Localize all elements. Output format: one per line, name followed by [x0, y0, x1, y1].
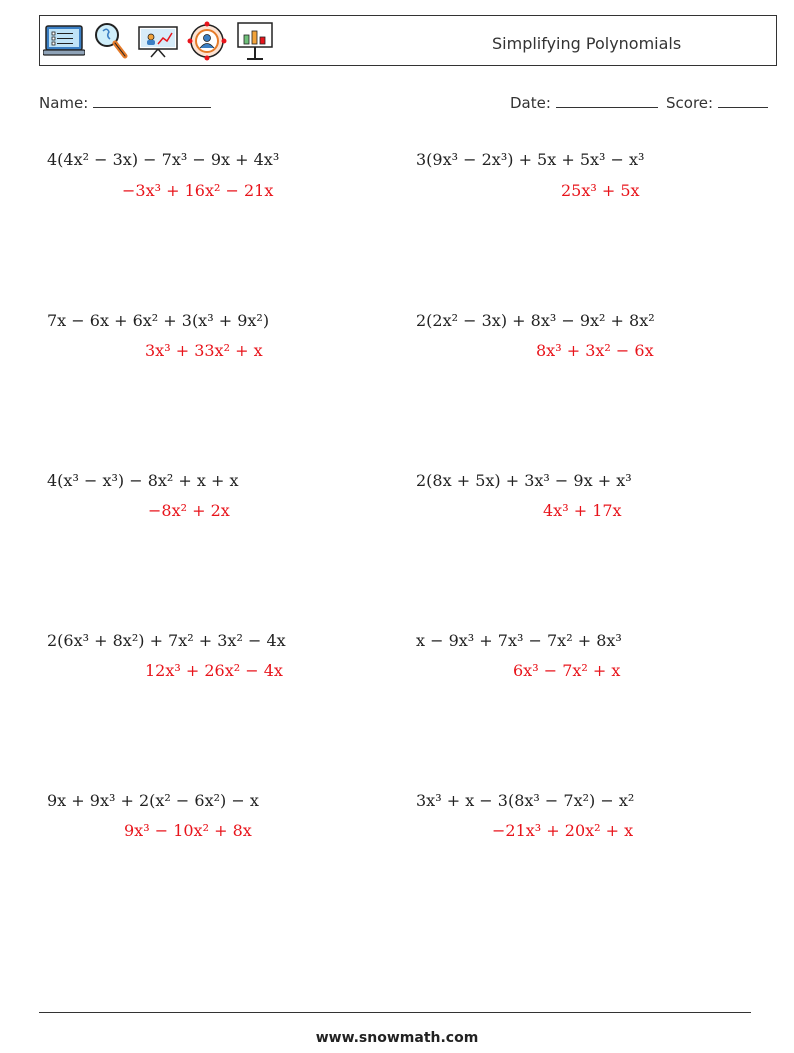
- date-label: Date:: [510, 94, 551, 112]
- header-icons: [43, 20, 275, 62]
- magnifier-icon: [93, 21, 129, 61]
- problem-question: 4(4x² − 3x) − 7x³ − 9x + 4x³: [47, 150, 280, 169]
- problem-answer: 4x³ + 17x: [543, 501, 622, 520]
- problem-answer: −8x² + 2x: [148, 501, 230, 520]
- score-blank[interactable]: [718, 93, 768, 108]
- problem-question: x − 9x³ + 7x³ − 7x² + 8x³: [416, 631, 622, 650]
- worksheet-title: Simplifying Polynomials: [492, 34, 682, 53]
- problem-question: 2(8x + 5x) + 3x³ − 9x + x³: [416, 471, 632, 490]
- problem-answer: 3x³ + 33x² + x: [145, 341, 263, 360]
- problem-answer: 12x³ + 26x² − 4x: [145, 661, 283, 680]
- problem-question: 3(9x³ − 2x³) + 5x + 5x³ − x³: [416, 150, 645, 169]
- problem-question: 9x + 9x³ + 2(x² − 6x²) − x: [47, 791, 259, 810]
- problem-question: 7x − 6x + 6x² + 3(x³ + 9x²): [47, 311, 270, 330]
- problem-question: 4(x³ − x³) − 8x² + x + x: [47, 471, 239, 490]
- problem-answer: −21x³ + 20x² + x: [492, 821, 634, 840]
- footer-url[interactable]: www.snowmath.com: [315, 1030, 479, 1046]
- date-field: [510, 93, 658, 112]
- name-label: Name:: [39, 94, 89, 112]
- problem-answer: 25x³ + 5x: [561, 181, 640, 200]
- problem-answer: 8x³ + 3x² − 6x: [536, 341, 654, 360]
- score-field: [666, 93, 768, 112]
- problem-question: 2(6x³ + 8x²) + 7x² + 3x² − 4x: [47, 631, 286, 650]
- problem-answer: −3x³ + 16x² − 21x: [122, 181, 274, 200]
- footer-divider: [39, 1012, 751, 1013]
- date-blank[interactable]: [556, 93, 658, 108]
- score-label: Score:: [666, 94, 714, 112]
- problem-question: 2(2x² − 3x) + 8x³ − 9x² + 8x²: [416, 311, 655, 330]
- checklist-laptop-icon: [43, 24, 85, 58]
- name-field: [39, 93, 211, 112]
- name-blank[interactable]: [93, 93, 211, 108]
- problem-answer: 9x³ − 10x² + 8x: [124, 821, 252, 840]
- target-user-icon: [187, 21, 227, 61]
- problem-answer: 6x³ − 7x² + x: [513, 661, 621, 680]
- presentation-board-icon: [137, 24, 179, 58]
- problem-question: 3x³ + x − 3(8x³ − 7x²) − x²: [416, 791, 635, 810]
- easel-chart-icon: [235, 20, 275, 62]
- worksheet-header: [39, 15, 777, 66]
